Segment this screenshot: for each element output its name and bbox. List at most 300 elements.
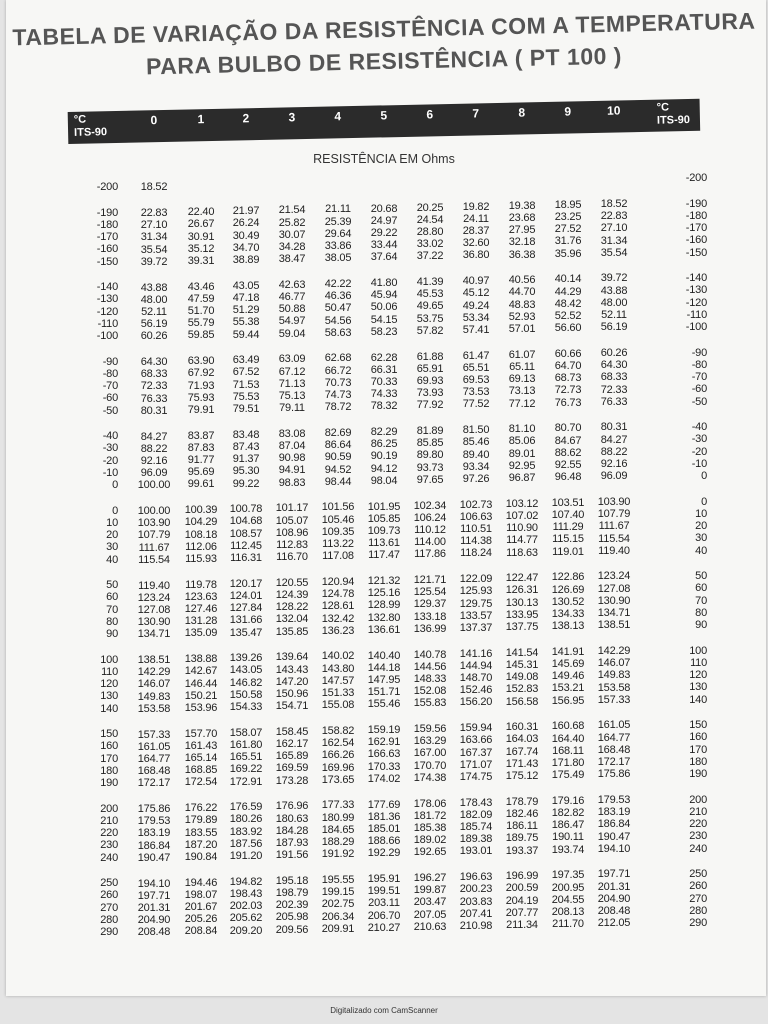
resistance-cell: 108.18	[184, 528, 218, 541]
resistance-cell: 75.93	[187, 391, 215, 404]
resistance-cell: 144.56	[413, 660, 447, 673]
resistance-cell: 171.07	[459, 758, 493, 771]
resistance-cell: 71.13	[278, 377, 306, 390]
resistance-cell: 177.69	[367, 798, 401, 811]
resistance-cell: 74.73	[324, 389, 352, 402]
header-left-unit-symbol: °C	[73, 113, 87, 126]
row-temp-right: 200	[689, 793, 707, 806]
row-temp-left: -200	[96, 181, 118, 193]
row-temp-right: -50	[691, 395, 707, 408]
resistance-cell: 169.59	[275, 762, 309, 775]
resistance-cell: 138.51	[597, 619, 631, 632]
resistance-cell: 211.70	[552, 918, 584, 931]
resistance-cell: 120.17	[229, 577, 263, 590]
resistance-cell: 209.20	[229, 924, 263, 937]
resistance-cell: 180.63	[275, 812, 309, 825]
header-col-5: 5	[380, 108, 388, 123]
resistance-cell: 150.58	[229, 688, 263, 701]
resistance-cell: 49.24	[462, 299, 490, 312]
row-temp-left: 60	[106, 591, 118, 604]
resistance-cell: 176.59	[229, 801, 263, 814]
resistance-cell: 31.76	[554, 235, 582, 248]
resistance-cell: 132.04	[275, 613, 309, 626]
row-temp-left: 10	[106, 516, 118, 529]
resistance-cell: 96.09	[140, 467, 168, 480]
resistance-cell: 144.94	[459, 659, 493, 672]
resistance-cell: 44.70	[508, 286, 536, 299]
resistance-cell: 37.22	[416, 250, 444, 263]
row-temp-right: 120	[689, 669, 707, 682]
resistance-cell: 196.27	[413, 872, 447, 885]
resistance-cell: 80.31	[140, 404, 168, 417]
resistance-cell: 183.92	[229, 825, 263, 838]
resistance-cell: 166.63	[367, 748, 401, 761]
resistance-cell: 205.26	[184, 913, 218, 926]
resistance-cell: 153.96	[184, 701, 218, 714]
resistance-cell: 175.86	[597, 768, 631, 781]
row-temp-right: 70	[695, 594, 707, 607]
resistance-cell: 152.46	[459, 684, 493, 697]
resistance-cell: 52.52	[554, 309, 582, 322]
resistance-cell: 200.23	[459, 883, 493, 896]
row-temp-right: 20	[695, 520, 707, 533]
resistance-cell: 106.24	[413, 511, 447, 524]
resistance-cell: 160.31	[505, 721, 539, 734]
resistance-cell: 41.80	[370, 277, 398, 289]
row-temp-left: -20	[102, 454, 118, 467]
resistance-cell: 82.29	[370, 426, 398, 438]
row-temp-right: 130	[689, 681, 707, 694]
row-temp-right: -100	[685, 321, 707, 333]
resistance-cell: 191.20	[229, 850, 263, 863]
resistance-cell: 202.03	[229, 900, 263, 913]
resistance-cell: 136.23	[321, 624, 355, 637]
resistance-cell: 193.74	[551, 843, 585, 856]
resistance-cell: 201.31	[597, 880, 631, 893]
resistance-cell: 157.33	[137, 728, 171, 741]
resistance-cell: 112.45	[230, 539, 262, 552]
resistance-cell: 106.63	[459, 510, 493, 523]
resistance-cell: 128.22	[275, 601, 309, 614]
resistance-cell: 85.46	[462, 436, 490, 449]
resistance-cell: 140.78	[413, 648, 447, 661]
row-temp-left: -110	[97, 317, 118, 330]
resistance-cell: 72.33	[140, 380, 168, 393]
resistance-cell: 204.90	[137, 914, 171, 927]
resistance-cell: 76.73	[554, 396, 582, 409]
resistance-cell: 204.90	[597, 892, 631, 905]
resistance-cell: 156.95	[551, 694, 585, 707]
resistance-cell: 36.80	[462, 249, 490, 262]
resistance-cell: 82.69	[324, 426, 352, 439]
resistance-cell: 190.11	[552, 831, 584, 844]
resistance-cell: 124.78	[321, 588, 355, 601]
resistance-cell: 134.33	[551, 607, 585, 620]
resistance-cell: 27.52	[554, 223, 582, 236]
row-temp-left: -170	[96, 231, 118, 244]
resistance-cell: 164.03	[505, 733, 539, 746]
resistance-cell: 139.64	[275, 651, 309, 664]
resistance-cell: 146.07	[137, 678, 171, 691]
resistance-cell: 68.33	[600, 371, 628, 384]
resistance-cell: 68.33	[140, 368, 168, 381]
resistance-cell: 26.24	[232, 217, 260, 230]
row-temp-right: -40	[691, 421, 707, 434]
resistance-cell: 29.22	[370, 226, 398, 239]
row-temp-left: 190	[100, 777, 118, 789]
resistance-cell: 180.99	[321, 811, 355, 824]
resistance-cell: 44.29	[554, 285, 582, 298]
resistance-cell: 146.07	[597, 657, 631, 670]
resistance-cell: 30.07	[278, 228, 306, 241]
resistance-cell: 159.19	[367, 724, 401, 736]
row-temp-left: -120	[96, 305, 118, 318]
resistance-cell: 29.64	[324, 227, 352, 240]
resistance-cell: 64.70	[554, 360, 582, 373]
resistance-cell: 40.56	[508, 274, 536, 287]
resistance-cell: 71.93	[187, 379, 215, 392]
resistance-cell: 103.51	[551, 496, 585, 509]
resistance-cell: 60.66	[554, 347, 582, 360]
resistance-cell: 60.26	[600, 346, 628, 359]
resistance-cell: 51.29	[232, 304, 260, 317]
resistance-cell: 185.01	[367, 822, 401, 835]
resistance-cell: 66.72	[324, 364, 352, 377]
resistance-cell: 179.16	[551, 794, 585, 807]
resistance-cell: 146.44	[184, 677, 218, 690]
resistance-cell: 167.74	[505, 745, 539, 758]
resistance-cell: 176.22	[184, 802, 218, 815]
resistance-cell: 73.93	[416, 387, 444, 400]
resistance-cell: 24.97	[370, 214, 398, 227]
row-temp-right: -120	[685, 296, 707, 309]
resistance-cell: 50.88	[278, 303, 306, 316]
resistance-cell: 181.36	[367, 810, 401, 823]
resistance-cell: 98.44	[324, 475, 352, 488]
resistance-cell: 47.18	[232, 291, 260, 304]
row-temp-right: -190	[685, 197, 707, 210]
row-temp-right: 0	[701, 495, 707, 508]
resistance-cell: 165.89	[275, 750, 309, 763]
resistance-cell: 161.43	[184, 739, 218, 752]
resistance-cell: 119.40	[598, 544, 630, 557]
resistance-cell: 194.46	[184, 876, 218, 889]
resistance-cell: 134.71	[137, 628, 171, 641]
resistance-cell: 111.67	[598, 520, 630, 533]
resistance-cell: 203.83	[459, 895, 493, 908]
resistance-cell: 174.75	[459, 770, 493, 783]
row-temp-left: 70	[106, 603, 118, 616]
resistance-cell: 135.85	[275, 625, 309, 638]
resistance-cell: 101.56	[321, 501, 355, 514]
resistance-cell: 195.55	[321, 873, 355, 886]
resistance-cell: 186.84	[137, 839, 171, 852]
resistance-cell: 170.70	[413, 759, 447, 772]
resistance-cell: 107.02	[505, 509, 539, 522]
resistance-cell: 156.58	[505, 695, 539, 708]
scanner-watermark: Digitalizado com CamScanner	[330, 1006, 438, 1015]
row-temp-left: 220	[100, 827, 118, 840]
resistance-cell: 170.33	[367, 760, 401, 773]
resistance-cell: 87.83	[187, 441, 215, 454]
resistance-cell: 131.66	[229, 614, 263, 627]
resistance-cell: 19.38	[508, 199, 536, 212]
resistance-cell: 89.01	[508, 447, 536, 460]
row-temp-right: -90	[691, 346, 707, 359]
resistance-cell: 164.77	[137, 752, 171, 765]
resistance-cell: 141.91	[551, 645, 585, 658]
resistance-cell: 70.33	[370, 375, 398, 388]
resistance-cell: 201.31	[137, 901, 171, 914]
resistance-cell: 81.50	[462, 424, 490, 437]
resistance-cell: 195.91	[367, 873, 401, 885]
header-col-8: 8	[518, 105, 526, 120]
resistance-cell: 42.22	[324, 277, 352, 290]
resistance-cell: 93.73	[416, 461, 444, 474]
resistance-cell: 57.41	[462, 323, 490, 336]
resistance-cell: 127.46	[184, 603, 218, 616]
resistance-cell: 138.88	[184, 653, 218, 666]
resistance-cell: 113.22	[322, 538, 354, 551]
resistance-cell: 73.53	[462, 386, 490, 399]
row-temp-left: -180	[96, 218, 118, 231]
resistance-cell: 41.39	[416, 276, 444, 289]
row-temp-left: 110	[101, 665, 118, 678]
resistance-cell: 126.31	[505, 584, 539, 597]
resistance-cell: 179.53	[137, 815, 171, 828]
resistance-cell: 142.29	[137, 666, 171, 679]
resistance-cell: 77.52	[462, 398, 490, 411]
resistance-cell: 210.98	[459, 919, 493, 932]
resistance-cell: 84.27	[600, 433, 628, 446]
row-temp-left: -70	[102, 380, 118, 393]
resistance-cell: 143.80	[321, 662, 355, 675]
resistance-cell: 199.87	[413, 884, 447, 897]
resistance-cell: 163.66	[459, 734, 493, 747]
resistance-cell: 109.35	[321, 525, 355, 538]
resistance-cell: 173.28	[275, 774, 309, 787]
resistance-cell: 208.13	[551, 905, 585, 918]
resistance-cell: 68.73	[554, 372, 582, 385]
resistance-cell: 198.43	[229, 887, 263, 900]
resistance-cell: 117.86	[414, 548, 446, 561]
resistance-cell: 117.08	[322, 550, 354, 563]
resistance-cell: 56.19	[140, 318, 168, 331]
page-title: TABELA DE VARIAÇÃO DA RESISTÊNCIA COM A TEMPERATURA	[12, 7, 756, 51]
resistance-cell: 165.14	[184, 752, 218, 765]
resistance-cell: 178.06	[413, 797, 447, 810]
resistance-cell: 109.73	[367, 524, 401, 537]
resistance-cell: 133.95	[505, 608, 539, 621]
resistance-cell: 154.71	[275, 700, 309, 713]
resistance-cell: 96.87	[508, 472, 536, 485]
resistance-cell: 55.38	[232, 316, 260, 329]
row-temp-left: 0	[112, 504, 118, 517]
resistance-cell: 81.10	[508, 423, 536, 436]
resistance-cell: 141.16	[459, 647, 493, 660]
header-right-unit	[657, 101, 691, 128]
resistance-cell: 162.91	[367, 736, 401, 749]
resistance-cell: 169.22	[229, 763, 263, 776]
resistance-cell: 97.26	[462, 472, 490, 485]
resistance-cell: 86.64	[324, 439, 352, 452]
resistance-cell: 208.48	[597, 905, 631, 917]
resistance-cell: 198.79	[275, 887, 309, 900]
resistance-cell: 132.42	[321, 612, 355, 625]
resistance-cell: 43.88	[600, 284, 628, 297]
header-col-3: 3	[288, 110, 296, 125]
resistance-cell: 150.21	[184, 689, 218, 702]
resistance-cell: 84.67	[554, 434, 582, 447]
resistance-cell: 47.59	[187, 292, 215, 305]
resistance-cell: 206.34	[321, 910, 355, 923]
header-col-10: 10	[606, 103, 621, 118]
row-temp-right: -130	[685, 284, 707, 297]
resistance-cell: 100.00	[137, 505, 171, 518]
row-temp-right: -160	[685, 234, 707, 247]
resistance-cell: 125.93	[459, 585, 493, 598]
row-temp-left: 160	[100, 740, 118, 753]
resistance-cell: 66.31	[370, 363, 398, 376]
resistance-cell: 84.27	[140, 430, 168, 443]
resistance-cell: 107.79	[597, 508, 631, 521]
resistance-cell: 173.65	[321, 773, 355, 786]
resistance-cell: 57.01	[508, 323, 536, 336]
resistance-cell: 112.83	[276, 538, 308, 551]
resistance-cell: 89.40	[462, 448, 490, 461]
resistance-cell: 80.31	[600, 421, 628, 434]
header-col-1: 1	[197, 112, 205, 127]
row-temp-left: 40	[106, 553, 118, 566]
resistance-cell: 128.61	[321, 600, 355, 613]
table-row	[0, 172, 768, 194]
row-temp-left: -50	[102, 404, 118, 417]
resistance-cell: 90.98	[278, 452, 306, 465]
row-temp-right: 280	[689, 904, 707, 917]
resistance-cell: 135.09	[184, 627, 218, 640]
resistance-cell: 196.99	[505, 870, 539, 883]
resistance-cell: 63.49	[232, 354, 260, 367]
resistance-cell: 120.55	[275, 576, 309, 589]
resistance-cell: 81.89	[416, 425, 444, 438]
resistance-cell: 92.55	[554, 458, 582, 471]
resistance-cell: 104.29	[184, 516, 218, 529]
resistance-cell: 207.05	[413, 908, 447, 921]
resistance-cell: 59.44	[232, 328, 260, 341]
resistance-cell: 206.70	[367, 909, 401, 922]
resistance-cell: 161.80	[229, 738, 263, 751]
row-temp-left: -160	[96, 243, 118, 256]
resistance-cell: 90.59	[324, 451, 352, 464]
resistance-cell: 65.11	[509, 360, 535, 373]
resistance-cell: 164.40	[551, 732, 585, 745]
resistance-cell: 130.90	[137, 616, 171, 629]
resistance-cell: 176.96	[275, 800, 309, 813]
row-temp-left: 140	[100, 702, 118, 715]
resistance-cell: 117.47	[368, 549, 400, 562]
row-temp-right: 110	[690, 656, 707, 669]
resistance-cell: 182.09	[459, 808, 493, 821]
resistance-cell: 45.94	[370, 289, 398, 302]
resistance-cell: 140.02	[321, 650, 355, 663]
resistance-cell: 187.93	[275, 836, 309, 849]
resistance-cell: 168.48	[597, 743, 631, 756]
resistance-cell: 59.04	[278, 327, 306, 340]
resistance-cell: 141.54	[505, 646, 539, 659]
resistance-cell: 54.15	[370, 313, 398, 326]
resistance-cell: 88.62	[554, 446, 582, 459]
resistance-cell: 103.12	[505, 497, 539, 510]
resistance-cell: 159.94	[459, 722, 493, 735]
resistance-cell: 22.83	[140, 207, 168, 220]
resistance-cell: 105.85	[367, 512, 401, 525]
resistance-cell: 101.95	[367, 500, 401, 513]
resistance-cell: 154.33	[229, 701, 263, 714]
row-temp-right: 30	[695, 532, 707, 545]
resistance-cell: 142.67	[184, 665, 218, 678]
resistance-cell: 211.34	[506, 919, 538, 932]
resistance-cell: 32.18	[508, 236, 536, 249]
row-temp-left: -150	[96, 255, 118, 268]
resistance-cell: 187.56	[229, 837, 263, 850]
resistance-cell: 58.23	[370, 325, 398, 338]
resistance-cell: 175.49	[551, 769, 585, 782]
resistance-cell: 75.13	[278, 389, 306, 402]
resistance-cell: 184.28	[275, 824, 309, 837]
resistance-cell: 210.27	[367, 921, 401, 934]
resistance-cell: 208.48	[137, 926, 171, 939]
resistance-cell: 145.31	[505, 658, 539, 671]
row-temp-right: 190	[689, 768, 707, 780]
resistance-cell: 61.88	[416, 350, 444, 363]
resistance-cell: 52.11	[141, 305, 167, 318]
resistance-cell: 77.92	[416, 399, 444, 412]
resistance-cell: 33.86	[324, 240, 352, 253]
resistance-cell: 70.73	[324, 376, 352, 389]
row-temp-left: 30	[106, 541, 118, 554]
resistance-cell: 162.17	[275, 738, 309, 751]
resistance-cell: 124.39	[275, 589, 309, 602]
resistance-cell: 35.96	[554, 247, 582, 260]
resistance-cell: 21.97	[232, 205, 260, 218]
row-temp-right: -30	[691, 433, 707, 446]
resistance-cell: 130.52	[551, 595, 585, 608]
header-col-2: 2	[242, 111, 250, 126]
resistance-cell: 122.47	[505, 572, 539, 585]
resistance-cell: 179.53	[597, 793, 631, 806]
resistance-cell: 143.05	[229, 664, 263, 677]
resistance-cell: 105.07	[275, 514, 309, 527]
resistance-cell: 31.34	[140, 231, 168, 244]
resistance-cell: 120.94	[321, 575, 355, 588]
row-temp-right: -180	[685, 209, 707, 222]
resistance-cell: 149.46	[551, 670, 585, 683]
resistance-cell: 137.37	[459, 621, 493, 634]
resistance-cell: 35.54	[600, 246, 628, 259]
row-temp-right: 140	[689, 693, 707, 706]
resistance-cell: 64.30	[140, 356, 168, 369]
resistance-cell: 157.33	[597, 693, 631, 706]
row-temp-right: -70	[691, 371, 707, 384]
resistance-cell: 38.89	[232, 254, 260, 267]
resistance-cell: 203.11	[368, 897, 400, 910]
resistance-cell: 48.00	[600, 296, 628, 309]
header-col-9: 9	[564, 104, 572, 119]
row-temp-right: 150	[689, 719, 707, 732]
resistance-cell: 94.12	[370, 462, 398, 475]
resistance-cell: 208.84	[184, 925, 218, 938]
row-temp-left: 260	[100, 889, 118, 902]
